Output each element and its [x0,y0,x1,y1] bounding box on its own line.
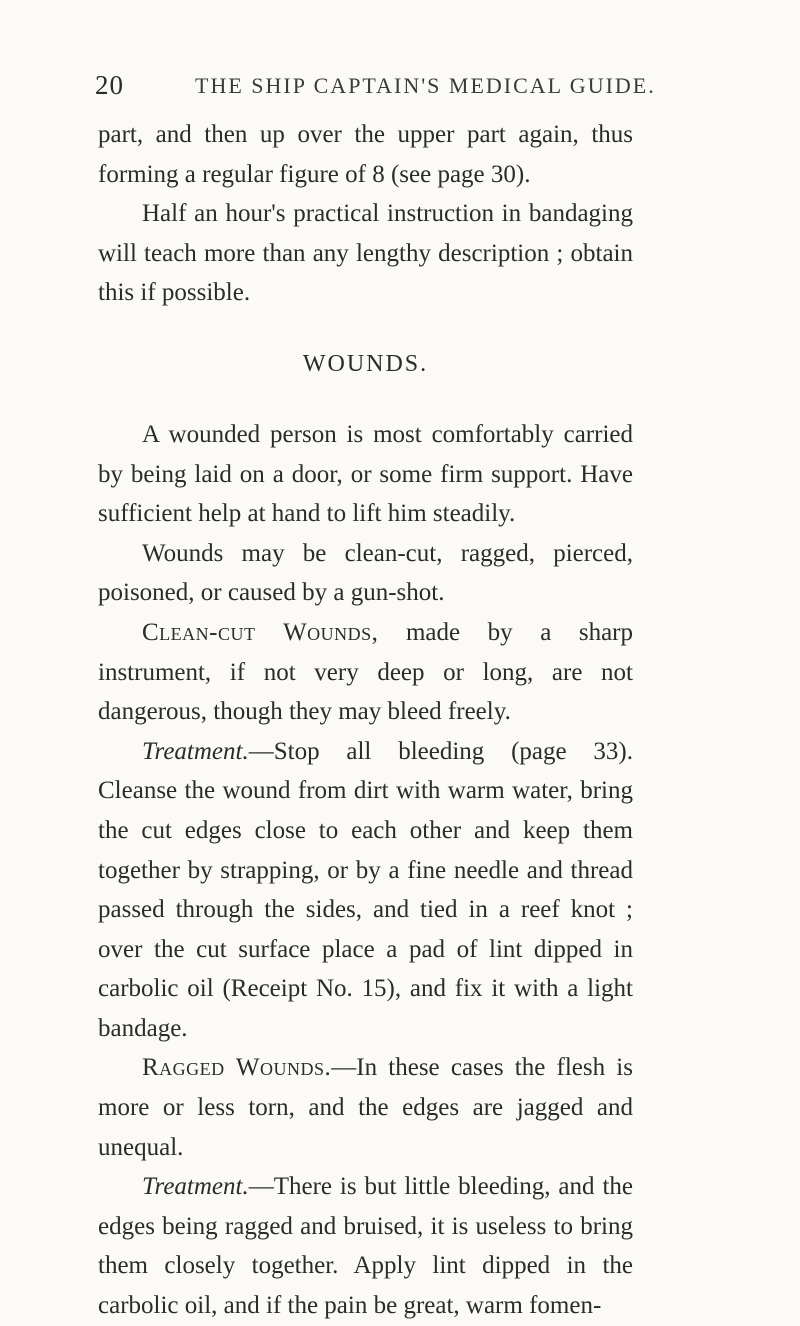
treatment-text: —There is but little bleeding, and the edges being ragged and bruised, it is useless to bring them closely together. Apply lint dipped in the carbolic oil, and if the pain be great, warm fomen- [98,1173,633,1320]
paragraph-bandaging: Half an hour's practical instruction in bandaging will teach more than any lengthy description ; obtain this if possible. [98,200,633,307]
paragraph-carrying: A wounded person is most comfortably carried by being laid on a door, or some firm support. Have sufficient help at hand to lift him steadily. [98,420,633,528]
paragraph-ragged [98,1048,633,1167]
body-text [98,115,633,1326]
section-heading: WOUNDS. [302,350,429,377]
running-head [95,70,715,110]
treatment-label: Treatment. [142,1173,249,1201]
paragraph-clean-cut [98,613,633,732]
clean-cut-text: made by a sharp instrument, if not very deep or long, are not dangerous, though they may bleed freely. [98,618,633,726]
treatment-text: —Stop all bleeding (page 33). Cleanse the wound from dirt with warm water, bring the cut edges close to each other and keep them together by strapping, or by a fine needle and thread passed through the sides, and tied in a reef knot ; over the cut surface place a pad of lint dipped in carbolic oil (Receipt No. 15), and fix it with a light bandage. [98,737,633,1042]
ragged-label: Ragged Wounds. [142,1054,332,1082]
paragraph-treatment-ragged [98,1167,633,1325]
ragged-text: —In these cases the flesh is more or less torn, and the edges are jagged and unequal. [98,1054,633,1161]
page-number: 20 [95,70,124,100]
treatment-label: Treatment. [142,737,249,765]
clean-cut-label: Clean-cut Wounds, [142,618,379,646]
paragraph-continuation: part, and then up over the upper part again, thus forming a regular figure of 8 (see page 30). [98,121,633,188]
paragraph-wound-types: Wounds may be clean-cut, ragged, pierced, poisoned, or caused by a gun-shot. [98,539,633,607]
paragraph-treatment-clean-cut [98,732,633,1049]
running-title: THE SHIP CAPTAIN'S MEDICAL GUIDE. [195,73,656,98]
